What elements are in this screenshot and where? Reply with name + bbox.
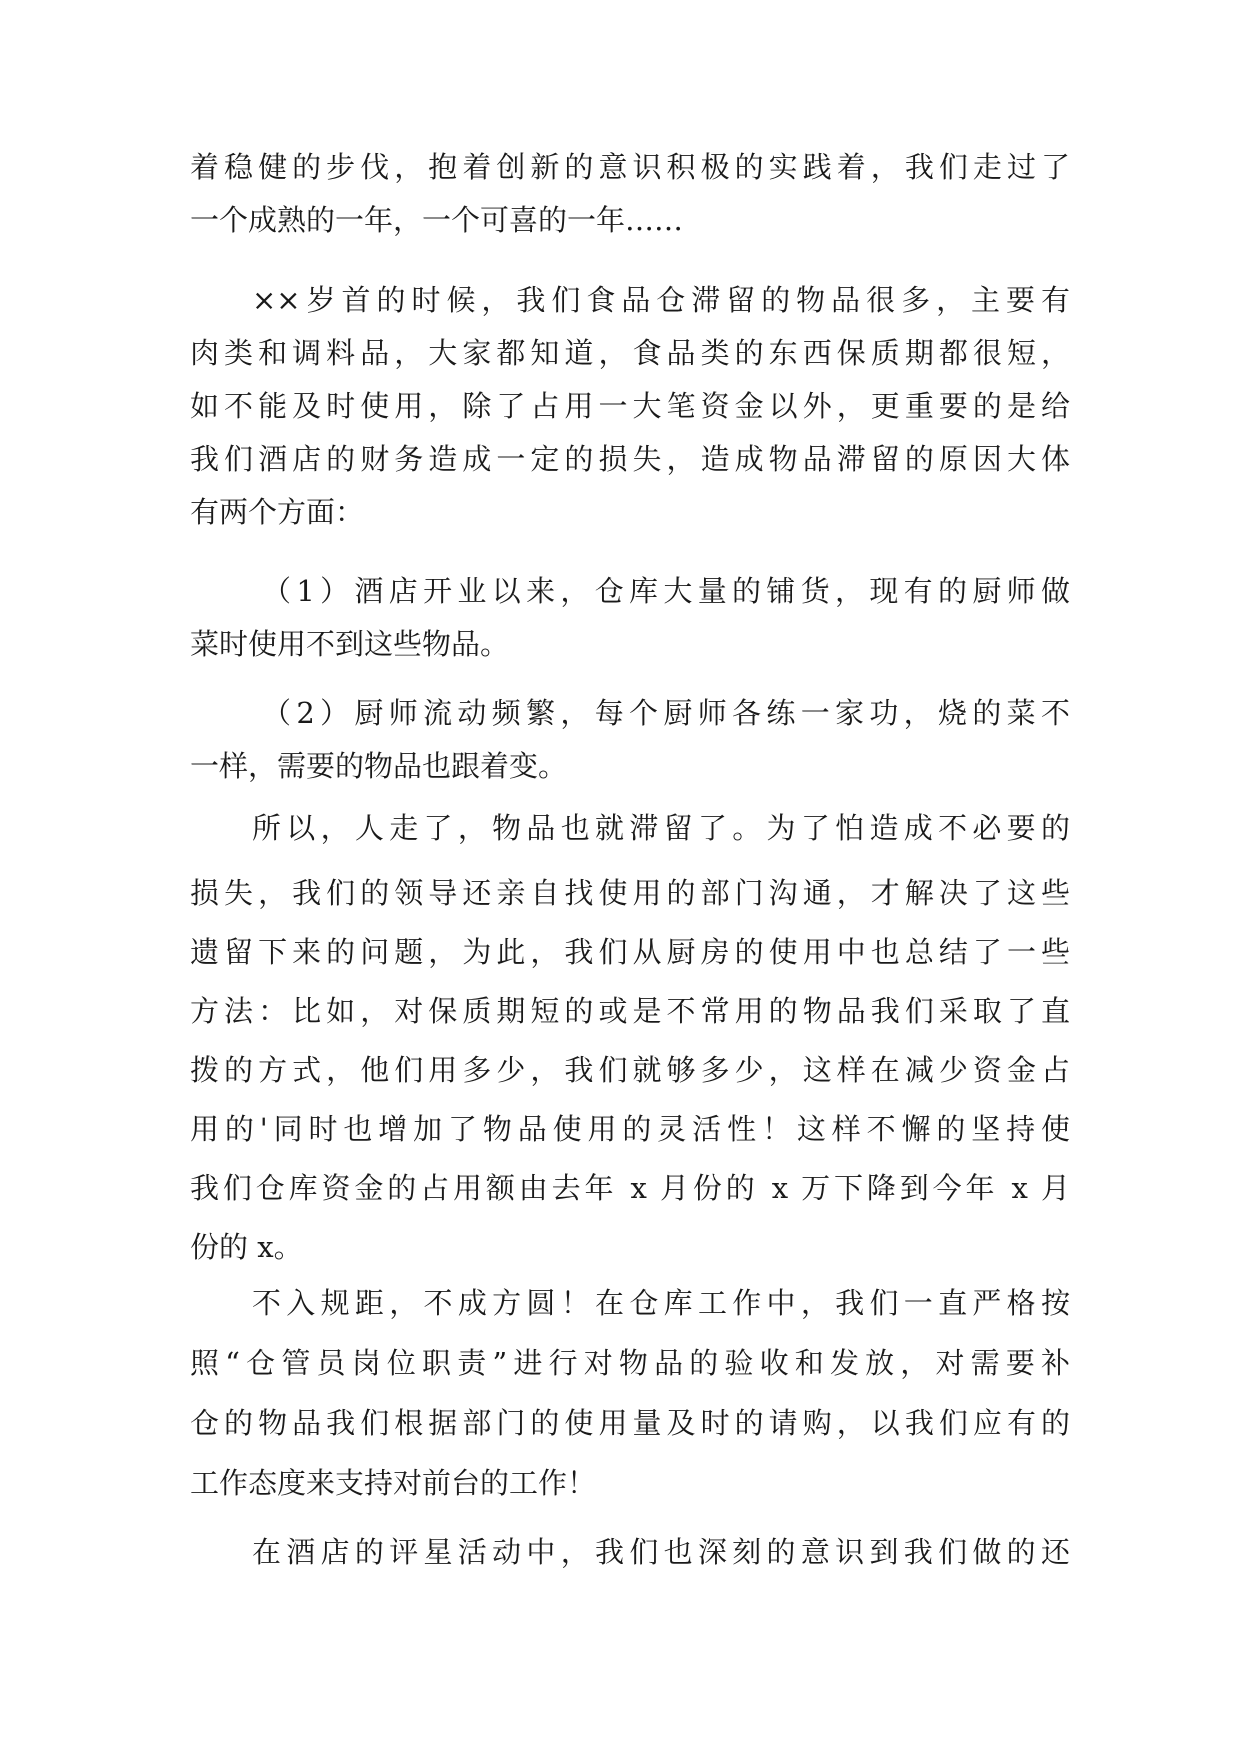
text-line: 在酒店的评星活动中，我们也深刻的意识到我们做的还 — [252, 1535, 1070, 1569]
text-line: （2）厨师流动频繁，每个厨师各练一家功，烧的菜不 — [262, 696, 1070, 730]
text-line: 不入规距，不成方圆！在仓库工作中，我们一直严格按 — [252, 1286, 1070, 1320]
text-line: 如不能及时使用，除了占用一大笔资金以外，更重要的是给 — [190, 389, 1070, 423]
text-line: 我们仓库资金的占用额由去年 x 月份的 x 万下降到今年 x 月 — [190, 1171, 1070, 1205]
text-line: 菜时使用不到这些物品。 — [190, 627, 510, 661]
text-line: 照“仓管员岗位职责”进行对物品的验收和发放，对需要补 — [190, 1346, 1070, 1380]
text-line: 有两个方面： — [190, 495, 365, 529]
text-line: 肉类和调料品，大家都知道，食品类的东西保质期都很短， — [190, 336, 1070, 370]
text-line: 我们酒店的财务造成一定的损失，造成物品滞留的原因大体 — [190, 442, 1070, 476]
text-line: 工作态度来支持对前台的工作！ — [190, 1466, 597, 1500]
text-line: 一样，需要的物品也跟着变。 — [190, 749, 568, 783]
text-line: 份的 x。 — [190, 1230, 303, 1264]
text-line: 用的'同时也增加了物品使用的灵活性！这样不懈的坚持使 — [190, 1112, 1070, 1146]
text-line: 一个成熟的一年，一个可喜的一年…… — [190, 203, 684, 237]
text-line: 仓的物品我们根据部门的使用量及时的请购，以我们应有的 — [190, 1406, 1070, 1440]
text-line: 所以，人走了，物品也就滞留了。为了怕造成不必要的 — [252, 811, 1070, 845]
text-line: ××岁首的时候，我们食品仓滞留的物品很多，主要有 — [252, 283, 1070, 317]
text-line: 着稳健的步伐，抱着创新的意识积极的实践着，我们走过了 — [190, 150, 1070, 184]
text-line: 遗留下来的问题，为此，我们从厨房的使用中也总结了一些 — [190, 935, 1070, 969]
text-line: 拨的方式，他们用多少，我们就够多少，这样在减少资金占 — [190, 1053, 1070, 1087]
text-line: 方法：比如，对保质期短的或是不常用的物品我们采取了直 — [190, 994, 1070, 1028]
text-line: 损失，我们的领导还亲自找使用的部门沟通，才解决了这些 — [190, 876, 1070, 910]
text-line: （1）酒店开业以来，仓库大量的铺货，现有的厨师做 — [262, 574, 1070, 608]
